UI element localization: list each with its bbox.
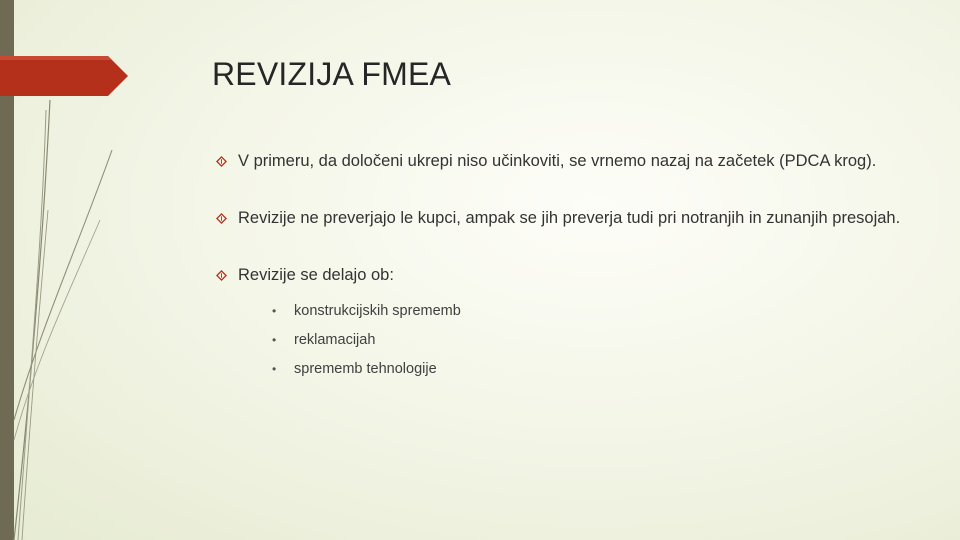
sub-bullet-item xyxy=(272,355,904,384)
sub-bullet-marker: • xyxy=(272,333,277,347)
bullet-text: Revizije se delajo ob: xyxy=(238,266,394,284)
sub-bullet-text: reklamacijah xyxy=(294,332,376,348)
diamond-outline-icon xyxy=(216,156,227,167)
sub-bullet-marker: • xyxy=(272,304,277,318)
sub-bullet-item xyxy=(272,326,904,355)
slide-title: REVIZIJA FMEA xyxy=(212,56,452,92)
diamond-outline-icon xyxy=(216,213,227,224)
diamond-outline-icon xyxy=(216,270,227,281)
bullet-text: V primeru, da določeni ukrepi niso učinkoviti, se vrnemo nazaj na začetek (PDCA krog). xyxy=(238,152,877,170)
sub-bullet-marker: • xyxy=(272,362,277,376)
sub-bullet-list xyxy=(238,297,904,384)
bullet-item xyxy=(214,264,904,384)
sub-bullet-text: konstrukcijskih sprememb xyxy=(294,303,461,319)
sub-bullet-item xyxy=(272,297,904,326)
sub-bullet-text: sprememb tehnologije xyxy=(294,361,437,377)
title-accent-tab xyxy=(0,56,130,98)
bullet-text: Revizije ne preverjajo le kupci, ampak se jih preverja tudi pri notranjih in zunanjih presojah. xyxy=(238,209,901,227)
bullet-item xyxy=(214,150,904,173)
bullet-item xyxy=(214,207,904,230)
slide-content xyxy=(214,150,904,384)
